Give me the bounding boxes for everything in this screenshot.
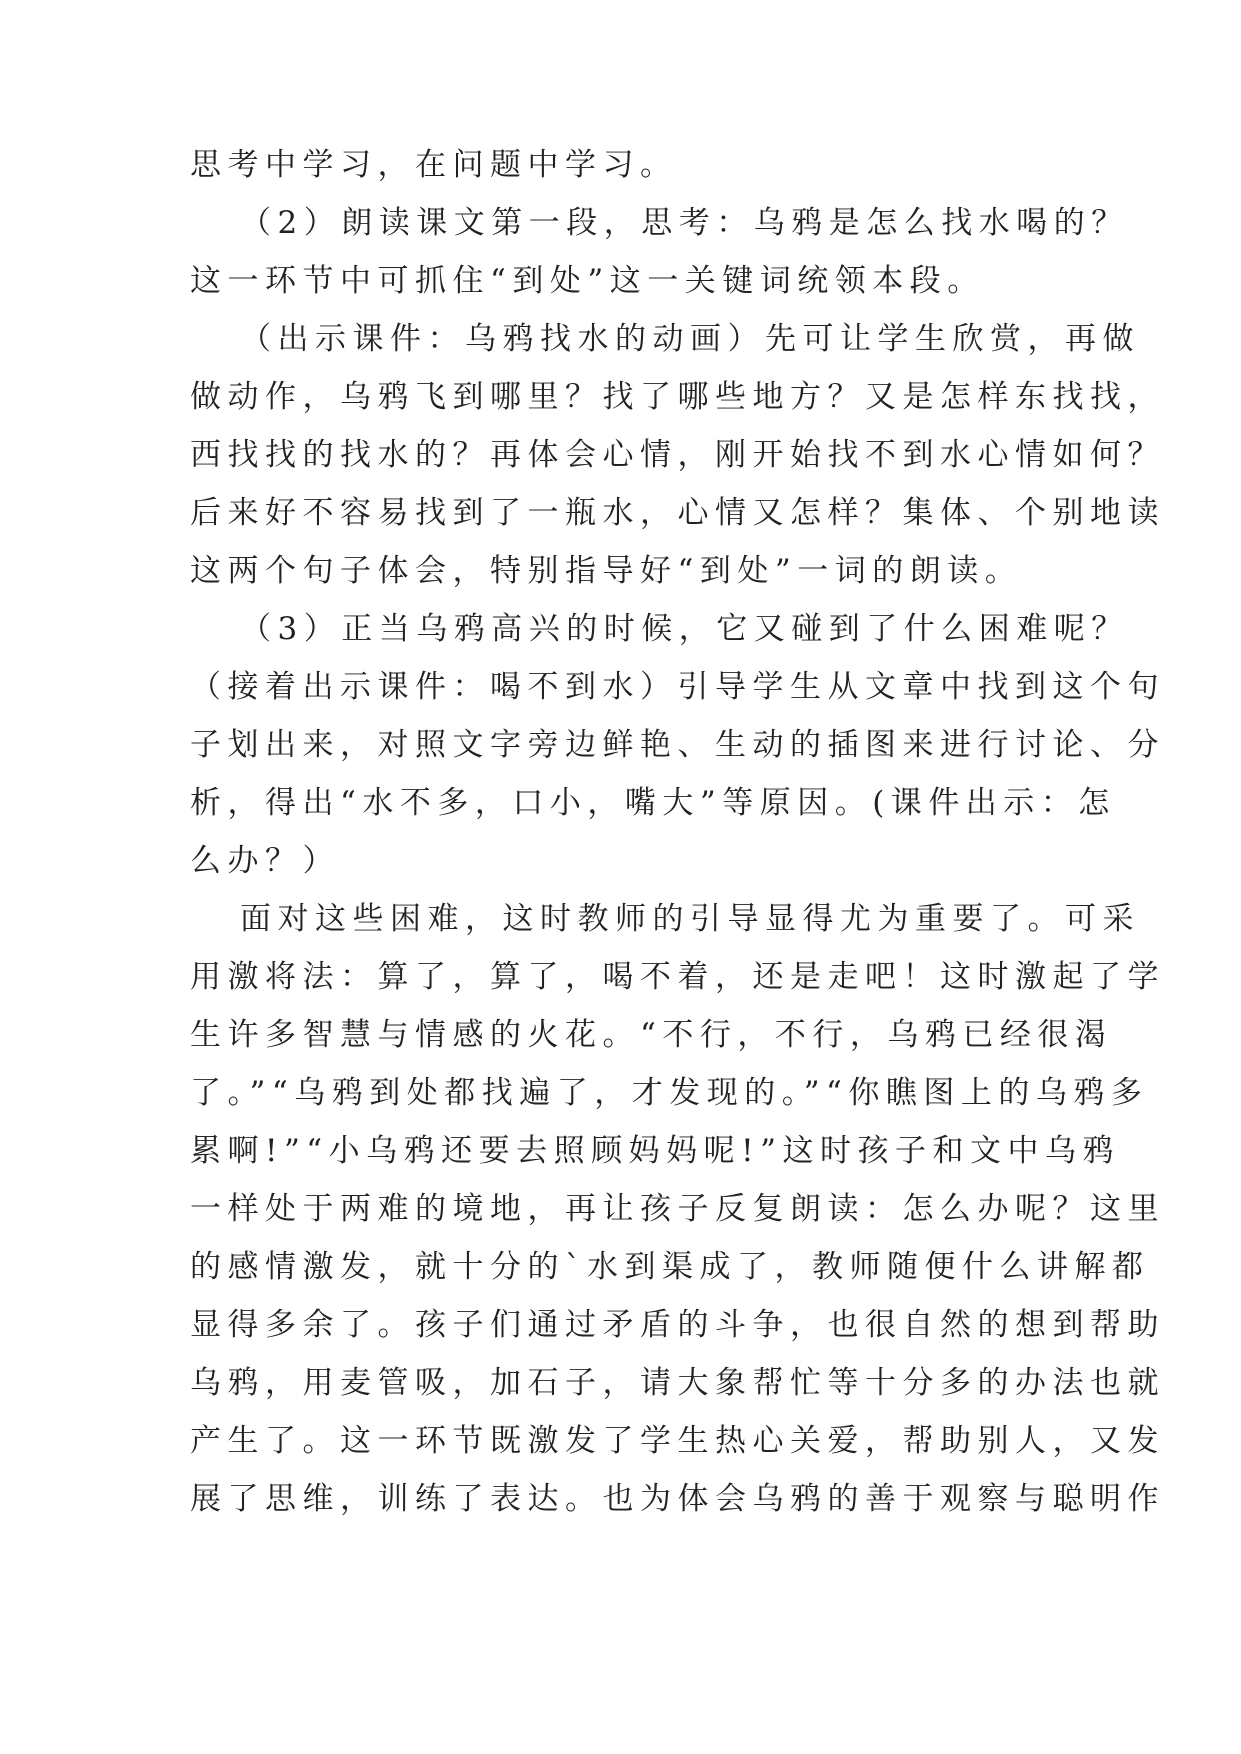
text-line: 析，得出“水不多，口小，嘴大”等原因。(课件出示：怎 [190,785,1116,821]
text-line: 么办？） [190,843,340,879]
text-line: 这一环节中可抓住“到处”这一关键词统领本段。 [190,263,985,299]
text-line: 了。”“乌鸦到处都找遍了，才发现的。”“你瞧图上的乌鸦多 [190,1075,1149,1111]
text-line: 面对这些困难，这时教师的引导显得尤为重要了。可采 [240,901,1140,937]
text-line: 一样处于两难的境地，再让孩子反复朗读：怎么办呢？这里 [190,1191,1165,1227]
text-line: 后来好不容易找到了一瓶水，心情又怎样？集体、个别地读 [190,495,1165,531]
text-line: （2）朗读课文第一段，思考：乌鸦是怎么找水喝的？ [240,205,1129,241]
text-line: 乌鸦，用麦管吸，加石子，请大象帮忙等十分多的办法也就 [190,1365,1165,1401]
text-line: （出示课件：乌鸦找水的动画）先可让学生欣赏，再做 [240,321,1140,357]
text-line: 显得多余了。孩子们通过矛盾的斗争，也很自然的想到帮助 [190,1307,1165,1343]
text-line: 用激将法：算了，算了，喝不着，还是走吧！这时激起了学 [190,959,1165,995]
text-line: 累啊!”“小乌鸦还要去照顾妈妈呢!”这时孩子和文中乌鸦 [190,1133,1120,1169]
text-line: 做动作，乌鸦飞到哪里？找了哪些地方？又是怎样东找找， [190,379,1165,415]
text-line: 这两个句子体会，特别指导好“到处”一词的朗读。 [190,553,1023,589]
text-line: 生许多智慧与情感的火花。“不行，不行，乌鸦已经很渴 [190,1017,1113,1053]
text-line: 产生了。这一环节既激发了学生热心关爱，帮助别人，又发 [190,1423,1165,1459]
text-line: （接着出示课件：喝不到水）引导学生从文章中找到这个句 [190,669,1165,705]
text-line: 的感情激发，就十分的`水到渠成了，教师随便什么讲解都 [190,1249,1150,1285]
text-line: 展了思维，训练了表达。也为体会乌鸦的善于观察与聪明作 [190,1481,1165,1517]
text-line: 思考中学习，在问题中学习。 [190,147,678,183]
text-line: 子划出来，对照文字旁边鲜艳、生动的插图来进行讨论、分 [190,727,1165,763]
text-line: 西找找的找水的？再体会心情，刚开始找不到水心情如何？ [190,437,1165,473]
text-line: （3）正当乌鸦高兴的时候，它又碰到了什么困难呢？ [240,611,1129,647]
